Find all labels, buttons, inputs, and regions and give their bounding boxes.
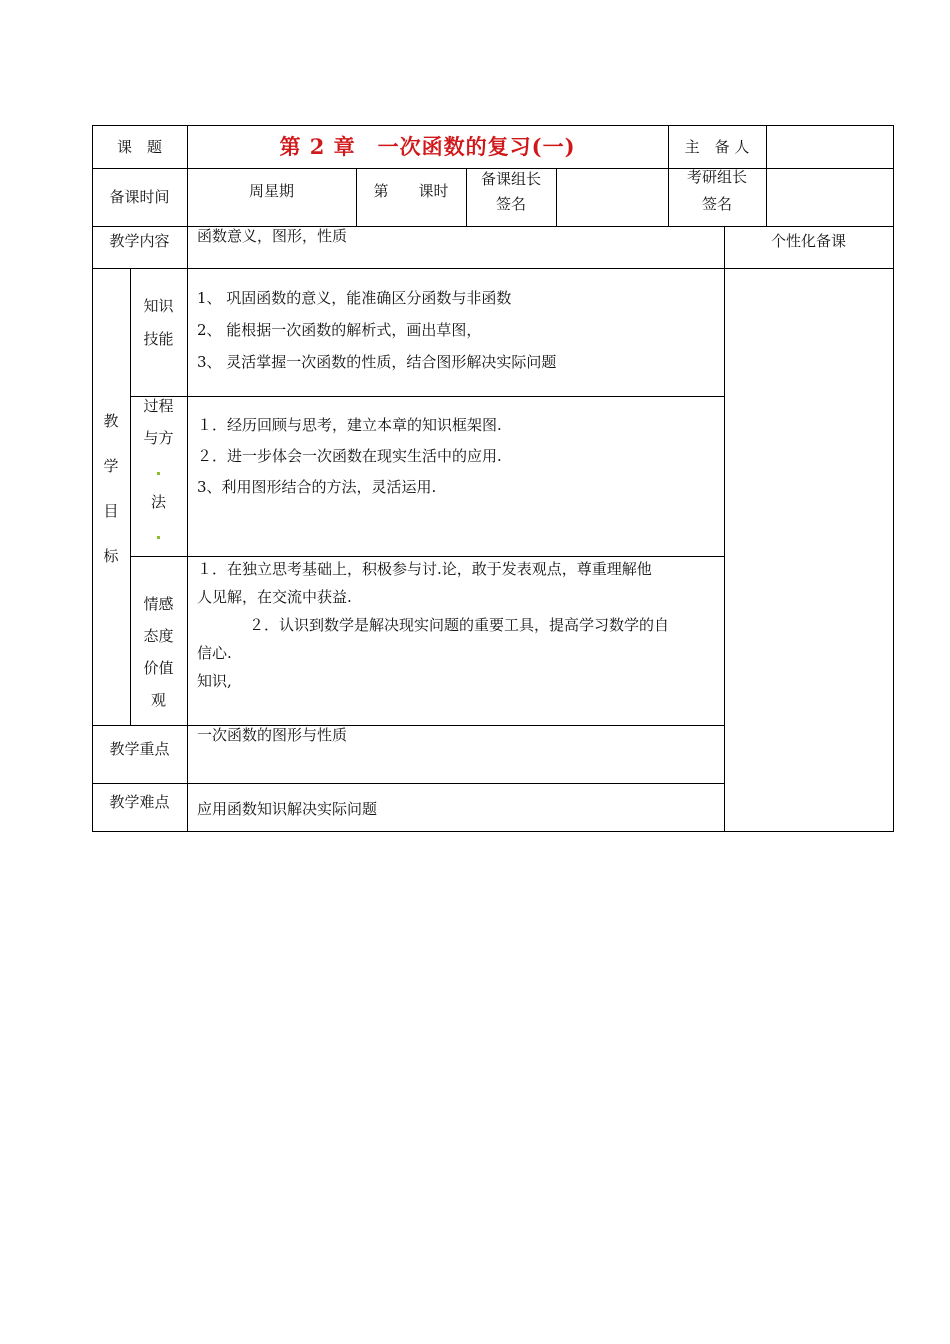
research-sign-value bbox=[766, 168, 893, 226]
grid-line bbox=[130, 396, 725, 397]
leader-sign-label bbox=[466, 166, 556, 218]
text-line: 人见解，在交流中获益. bbox=[197, 588, 352, 606]
page-title: 第 2 章 一次函数的复习(一) bbox=[279, 133, 576, 159]
emotion-text bbox=[197, 555, 721, 715]
process-label bbox=[130, 396, 187, 556]
emotion-label-line: 情感 bbox=[143, 594, 174, 613]
process-label-line: 与方 bbox=[143, 422, 173, 486]
grid-line bbox=[893, 125, 894, 832]
text-line: 知识, bbox=[197, 672, 232, 690]
grid-line bbox=[92, 268, 894, 269]
topic-label: 课 题 bbox=[116, 137, 162, 156]
research-sign-label bbox=[668, 163, 766, 218]
leader-sign-value bbox=[556, 168, 668, 226]
knowledge-label-line: 技能 bbox=[143, 330, 174, 348]
process-list bbox=[197, 410, 717, 510]
preparer-value bbox=[766, 125, 893, 168]
leader-sign-line1: 备课组长 bbox=[480, 170, 541, 188]
difficulty-value: 应用函数知识解决实际问题 bbox=[197, 800, 378, 818]
emotion-label-line: 观 bbox=[150, 690, 166, 709]
focus-label: 教学重点 bbox=[109, 740, 170, 758]
objectives-label bbox=[92, 268, 130, 725]
list-item: １．经历回顾与思考，建立本章的知识框架图. bbox=[197, 416, 502, 434]
marker-dot bbox=[157, 472, 160, 475]
objectives-label-char: 教 bbox=[103, 411, 119, 430]
content-label: 教学内容 bbox=[109, 232, 170, 250]
text-line: １．在独立思考基础上，积极参与讨.论，敢于发表观点，尊重理解他 bbox=[197, 560, 652, 578]
emotion-label-line: 态度 bbox=[143, 626, 174, 645]
personal-prep-label: 个性化备课 bbox=[770, 232, 846, 250]
emotion-label-line: 价值 bbox=[143, 658, 174, 677]
list-item: 3、利用图形结合的方法，灵活运用. bbox=[197, 478, 437, 496]
objectives-label-char: 标 bbox=[103, 546, 119, 565]
process-label-line: 法 bbox=[143, 486, 173, 550]
focus-value: 一次函数的图形与性质 bbox=[197, 726, 348, 744]
grid-line bbox=[92, 831, 894, 832]
text-line: ２．认识到数学是解决现实问题的重要工具，提高学习数学的自 bbox=[249, 616, 670, 634]
leader-sign-line2: 签名 bbox=[495, 195, 526, 213]
research-sign-line1: 考研组长 bbox=[686, 167, 747, 186]
preparer-label: 主 备 人 bbox=[684, 137, 750, 156]
knowledge-label-line: 知识 bbox=[143, 297, 174, 315]
process-label-line: 过程 bbox=[143, 397, 174, 415]
grid-line bbox=[724, 226, 725, 832]
knowledge-label bbox=[130, 268, 187, 396]
list-item: ２．进一步体会一次函数在现实生活中的应用. bbox=[197, 447, 502, 465]
week-label: 周星期 bbox=[248, 181, 294, 200]
text-line: 信心. bbox=[197, 644, 232, 662]
list-item: 1、 巩固函数的意义，能准确区分函数与非函数 bbox=[197, 289, 512, 307]
grid-line bbox=[187, 725, 188, 832]
objectives-label-char: 目 bbox=[103, 501, 119, 520]
objectives-label-char: 学 bbox=[103, 456, 119, 475]
period-label: 第 课时 bbox=[373, 181, 449, 200]
research-sign-line2: 签名 bbox=[701, 194, 732, 213]
content-value: 函数意义，图形，性质 bbox=[197, 227, 348, 245]
prep-time-label: 备课时间 bbox=[109, 188, 170, 206]
emotion-label bbox=[130, 556, 187, 725]
marker-dot bbox=[157, 536, 160, 539]
list-item: 3、 灵活掌握一次函数的性质，结合图形解决实际问题 bbox=[197, 353, 557, 371]
knowledge-list bbox=[197, 282, 717, 382]
difficulty-label: 教学难点 bbox=[109, 793, 170, 811]
list-item: 2、 能根据一次函数的解析式，画出草图， bbox=[197, 321, 482, 339]
grid-line bbox=[187, 268, 188, 725]
